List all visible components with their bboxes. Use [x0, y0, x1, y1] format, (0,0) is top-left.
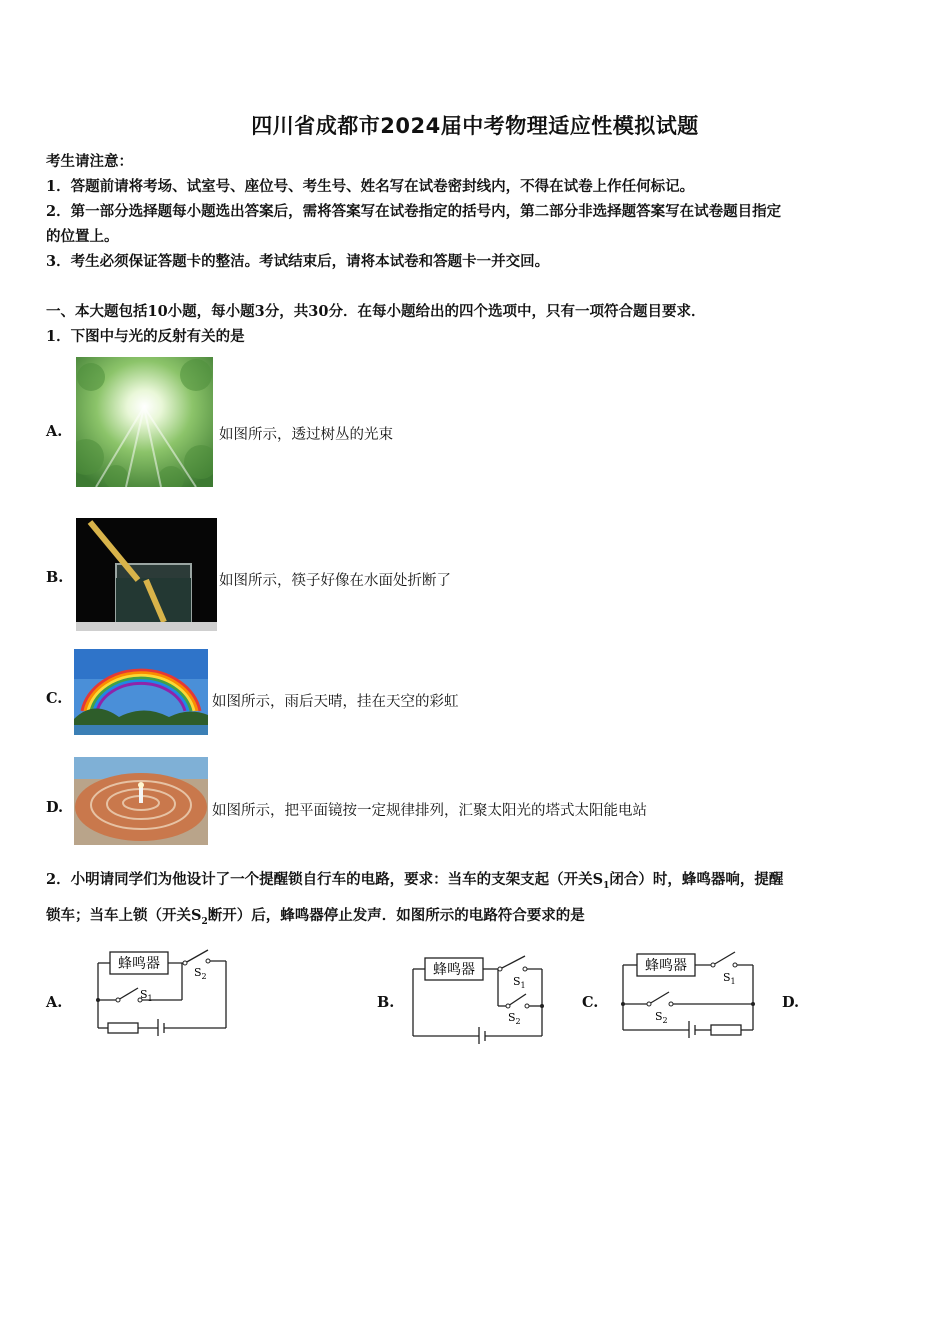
svg-text:S2: $S_2$ — [194, 966, 207, 981]
rainbow-image — [74, 649, 208, 735]
svg-text:S1: $S_1$ — [723, 971, 736, 986]
question-2-stem-line-1: 2．小明请同学们为他设计了一个提醒锁自行车的电路，要求：当车的支架支起（开关$S_1$闭合）时，蜂鸣器响，提醒 — [46, 871, 784, 891]
buzzer-label-b: 蜂鸣器 — [433, 962, 475, 978]
notice-item-2: 2．第一部分选择题每小题选出答案后，需将答案写在试卷指定的括号内，第二部分非选择题答案写在试卷题目指定 — [46, 203, 782, 220]
notice-heading: 考生请注意： — [46, 153, 133, 170]
circuit-diagram-a — [90, 944, 235, 1036]
solar-tower-image — [74, 757, 208, 845]
section-heading: 一、本大题包括10小题，每小题3分，共30分．在每小题给出的四个选项中，只有一项符合题目要求． — [46, 303, 706, 320]
q2-option-d-label: D. — [782, 994, 800, 1011]
svg-text:S1: $S_1$ — [513, 975, 526, 990]
question-1-stem: 1．下图中与光的反射有关的是 — [46, 328, 245, 345]
svg-text:S1: $S_1$ — [140, 988, 153, 1003]
circuit-diagram-c — [615, 944, 760, 1039]
question-2-stem-line-2: 锁车；当车上锁（开关$S_2$断开）后，蜂鸣器停止发声．如图所示的电路符合要求的是 — [46, 907, 585, 927]
q1-option-b-caption: 如图所示，筷子好像在水面处折断了 — [219, 573, 451, 589]
q2-option-c-label: C. — [582, 994, 599, 1011]
svg-text:S2: $S_2$ — [655, 1010, 668, 1025]
notice-item-3: 3．考生必须保证答题卡的整洁。考试结束后，请将本试卷和答题卡一并交回。 — [46, 253, 550, 270]
q1-option-d-caption: 如图所示，把平面镜按一定规律排列，汇聚太阳光的塔式太阳能电站 — [212, 803, 647, 819]
q2-option-b-label: B. — [377, 994, 395, 1011]
svg-text:S2: $S_2$ — [508, 1011, 521, 1026]
buzzer-label-c: 蜂鸣器 — [645, 958, 687, 974]
q2-option-a-label: A. — [46, 994, 63, 1011]
notice-item-2-cont: 的位置上。 — [46, 228, 119, 245]
q1-option-a-label: A. — [46, 423, 63, 440]
q1-option-b-label: B. — [46, 569, 64, 586]
q1-option-c-label: C. — [46, 690, 63, 707]
q1-option-c-caption: 如图所示，雨后天晴，挂在天空的彩虹 — [212, 694, 459, 710]
buzzer-label-a: 蜂鸣器 — [118, 956, 160, 972]
forest-light-image — [76, 357, 213, 487]
chopstick-in-water-image — [76, 518, 217, 631]
q1-option-d-label: D. — [46, 799, 64, 816]
circuit-diagram-b — [405, 952, 550, 1044]
page-title: 四川省成都市2024届中考物理适应性模拟试题 — [251, 114, 699, 138]
notice-item-1: 1．答题前请将考场、试室号、座位号、考生号、姓名写在试卷密封线内，不得在试卷上作任何标记。 — [46, 178, 695, 195]
q1-option-a-caption: 如图所示，透过树丛的光束 — [219, 427, 393, 443]
